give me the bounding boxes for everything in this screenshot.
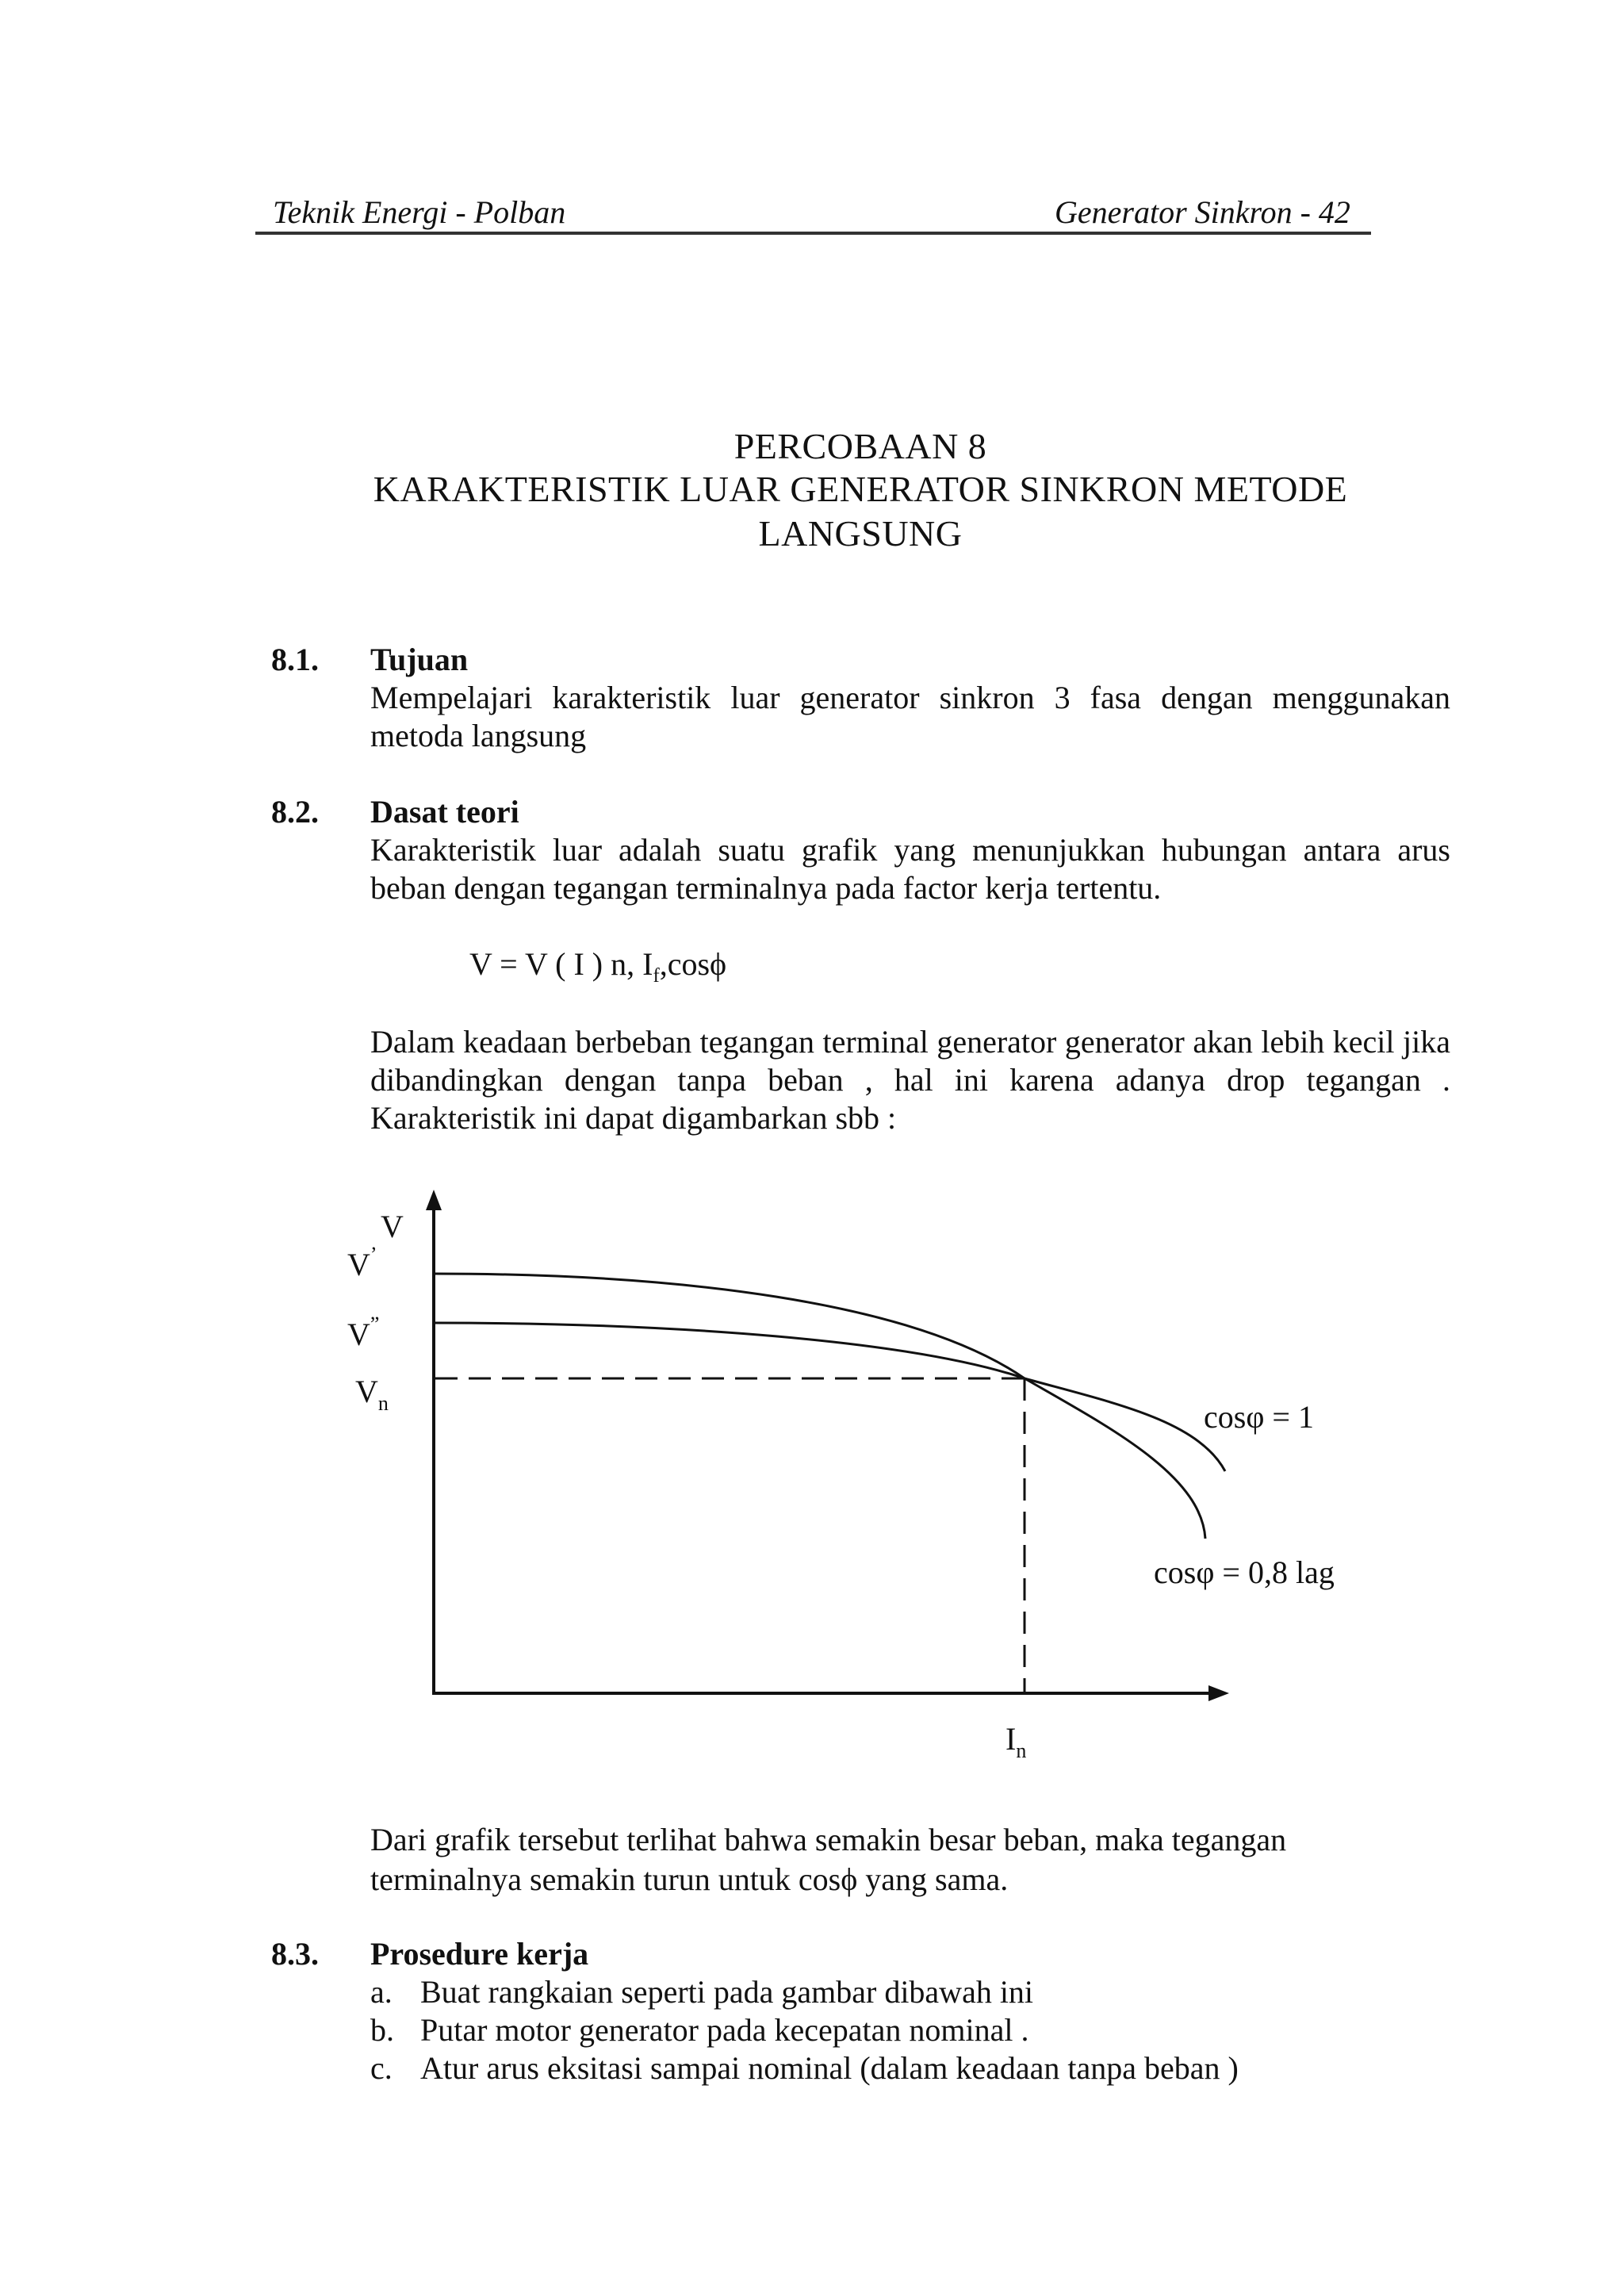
section-text-tujuan: Mempelajari karakteristik luar generator sinkron 3 fasa dengan menggunakan metoda langsung	[370, 680, 1450, 753]
section-text-theory-1: Karakteristik luar adalah suatu grafik yang menunjukkan hubungan antara arus beban dengan tegangan terminalnya pada factor kerja tertentu.	[370, 832, 1450, 906]
formula-main: V = V ( I ) n, I	[469, 946, 653, 982]
formula-subscript: f	[653, 965, 660, 987]
label-vn-sub: n	[377, 1392, 389, 1415]
label-in-sub: n	[1016, 1739, 1027, 1762]
list-item: Putar motor generator pada kecepatan nominal .	[420, 2012, 1029, 2048]
list-item-marker: b.	[370, 2012, 394, 2048]
header-right: Generator Sinkron - 42	[1055, 194, 1350, 230]
section-text-theory-2: Dalam keadaan berbeban tegangan terminal generator generator akan lebih kecil jika dibandingkan dengan tanpa beban , hal ini karena adanya drop tegangan . Karakteristik ini dapat digambarkan sbb :	[370, 1024, 1450, 1136]
y-axis-arrow	[426, 1190, 442, 1210]
label-in	[1005, 1721, 1026, 1762]
section-text-theory-3-line-1: Dari grafik tersebut terlihat bahwa semakin besar beban, maka tegangan	[370, 1822, 1287, 1857]
label-v-double-prime-mark: ”	[370, 1313, 380, 1336]
title-line-3: LANGSUNG	[758, 513, 963, 554]
curve-cos-1	[435, 1323, 1225, 1471]
formula-tail: ,cosϕ	[659, 946, 727, 982]
theory-3-part-c: yang sama.	[857, 1861, 1009, 1897]
title-line-2: KARAKTERISTIK LUAR GENERATOR SINKRON METODE	[373, 469, 1348, 509]
curve-label-cos-0-8-lag: cosφ = 0,8 lag	[1154, 1554, 1335, 1590]
label-in-base: I	[1005, 1721, 1017, 1757]
section-number-8-2: 8.2.	[271, 794, 319, 830]
label-v: V	[381, 1209, 404, 1244]
label-v-prime	[347, 1243, 377, 1282]
theory-3-part-a: terminalnya semakin turun untuk cos	[370, 1861, 841, 1897]
section-number-8-1: 8.1.	[271, 642, 319, 677]
label-v-prime-mark: ’	[370, 1243, 377, 1266]
section-heading-tujuan: Tujuan	[370, 642, 469, 677]
label-v-double-prime-base: V	[347, 1317, 370, 1352]
curve-cos-0-8-lag	[435, 1274, 1205, 1539]
header-left: Teknik Energi - Polban	[273, 194, 566, 230]
section-text-theory-3-line-2	[370, 1861, 1008, 1898]
label-v-double-prime	[347, 1313, 379, 1352]
label-vn-base: V	[355, 1374, 378, 1409]
section-heading-dasar-teori: Dasat teori	[370, 794, 519, 830]
x-axis-arrow	[1208, 1685, 1229, 1701]
section-number-8-3: 8.3.	[271, 1936, 319, 1972]
list-item: Atur arus eksitasi sampai nominal (dalam keadaan tanpa beban )	[420, 2050, 1239, 2086]
curve-label-cos-1: cosφ = 1	[1204, 1399, 1314, 1435]
section-heading-prosedure: Prosedure kerja	[370, 1936, 589, 1972]
label-v-prime-base: V	[347, 1247, 370, 1282]
title-line-1: PERCOBAAN 8	[733, 426, 987, 466]
label-vn	[355, 1374, 389, 1415]
list-item: Buat rangkaian seperti pada gambar dibawah ini	[420, 1974, 1034, 2010]
theory-3-phi: ϕ	[841, 1861, 858, 1897]
list-item-marker: a.	[370, 1974, 393, 2010]
list-item-marker: c.	[370, 2050, 393, 2086]
